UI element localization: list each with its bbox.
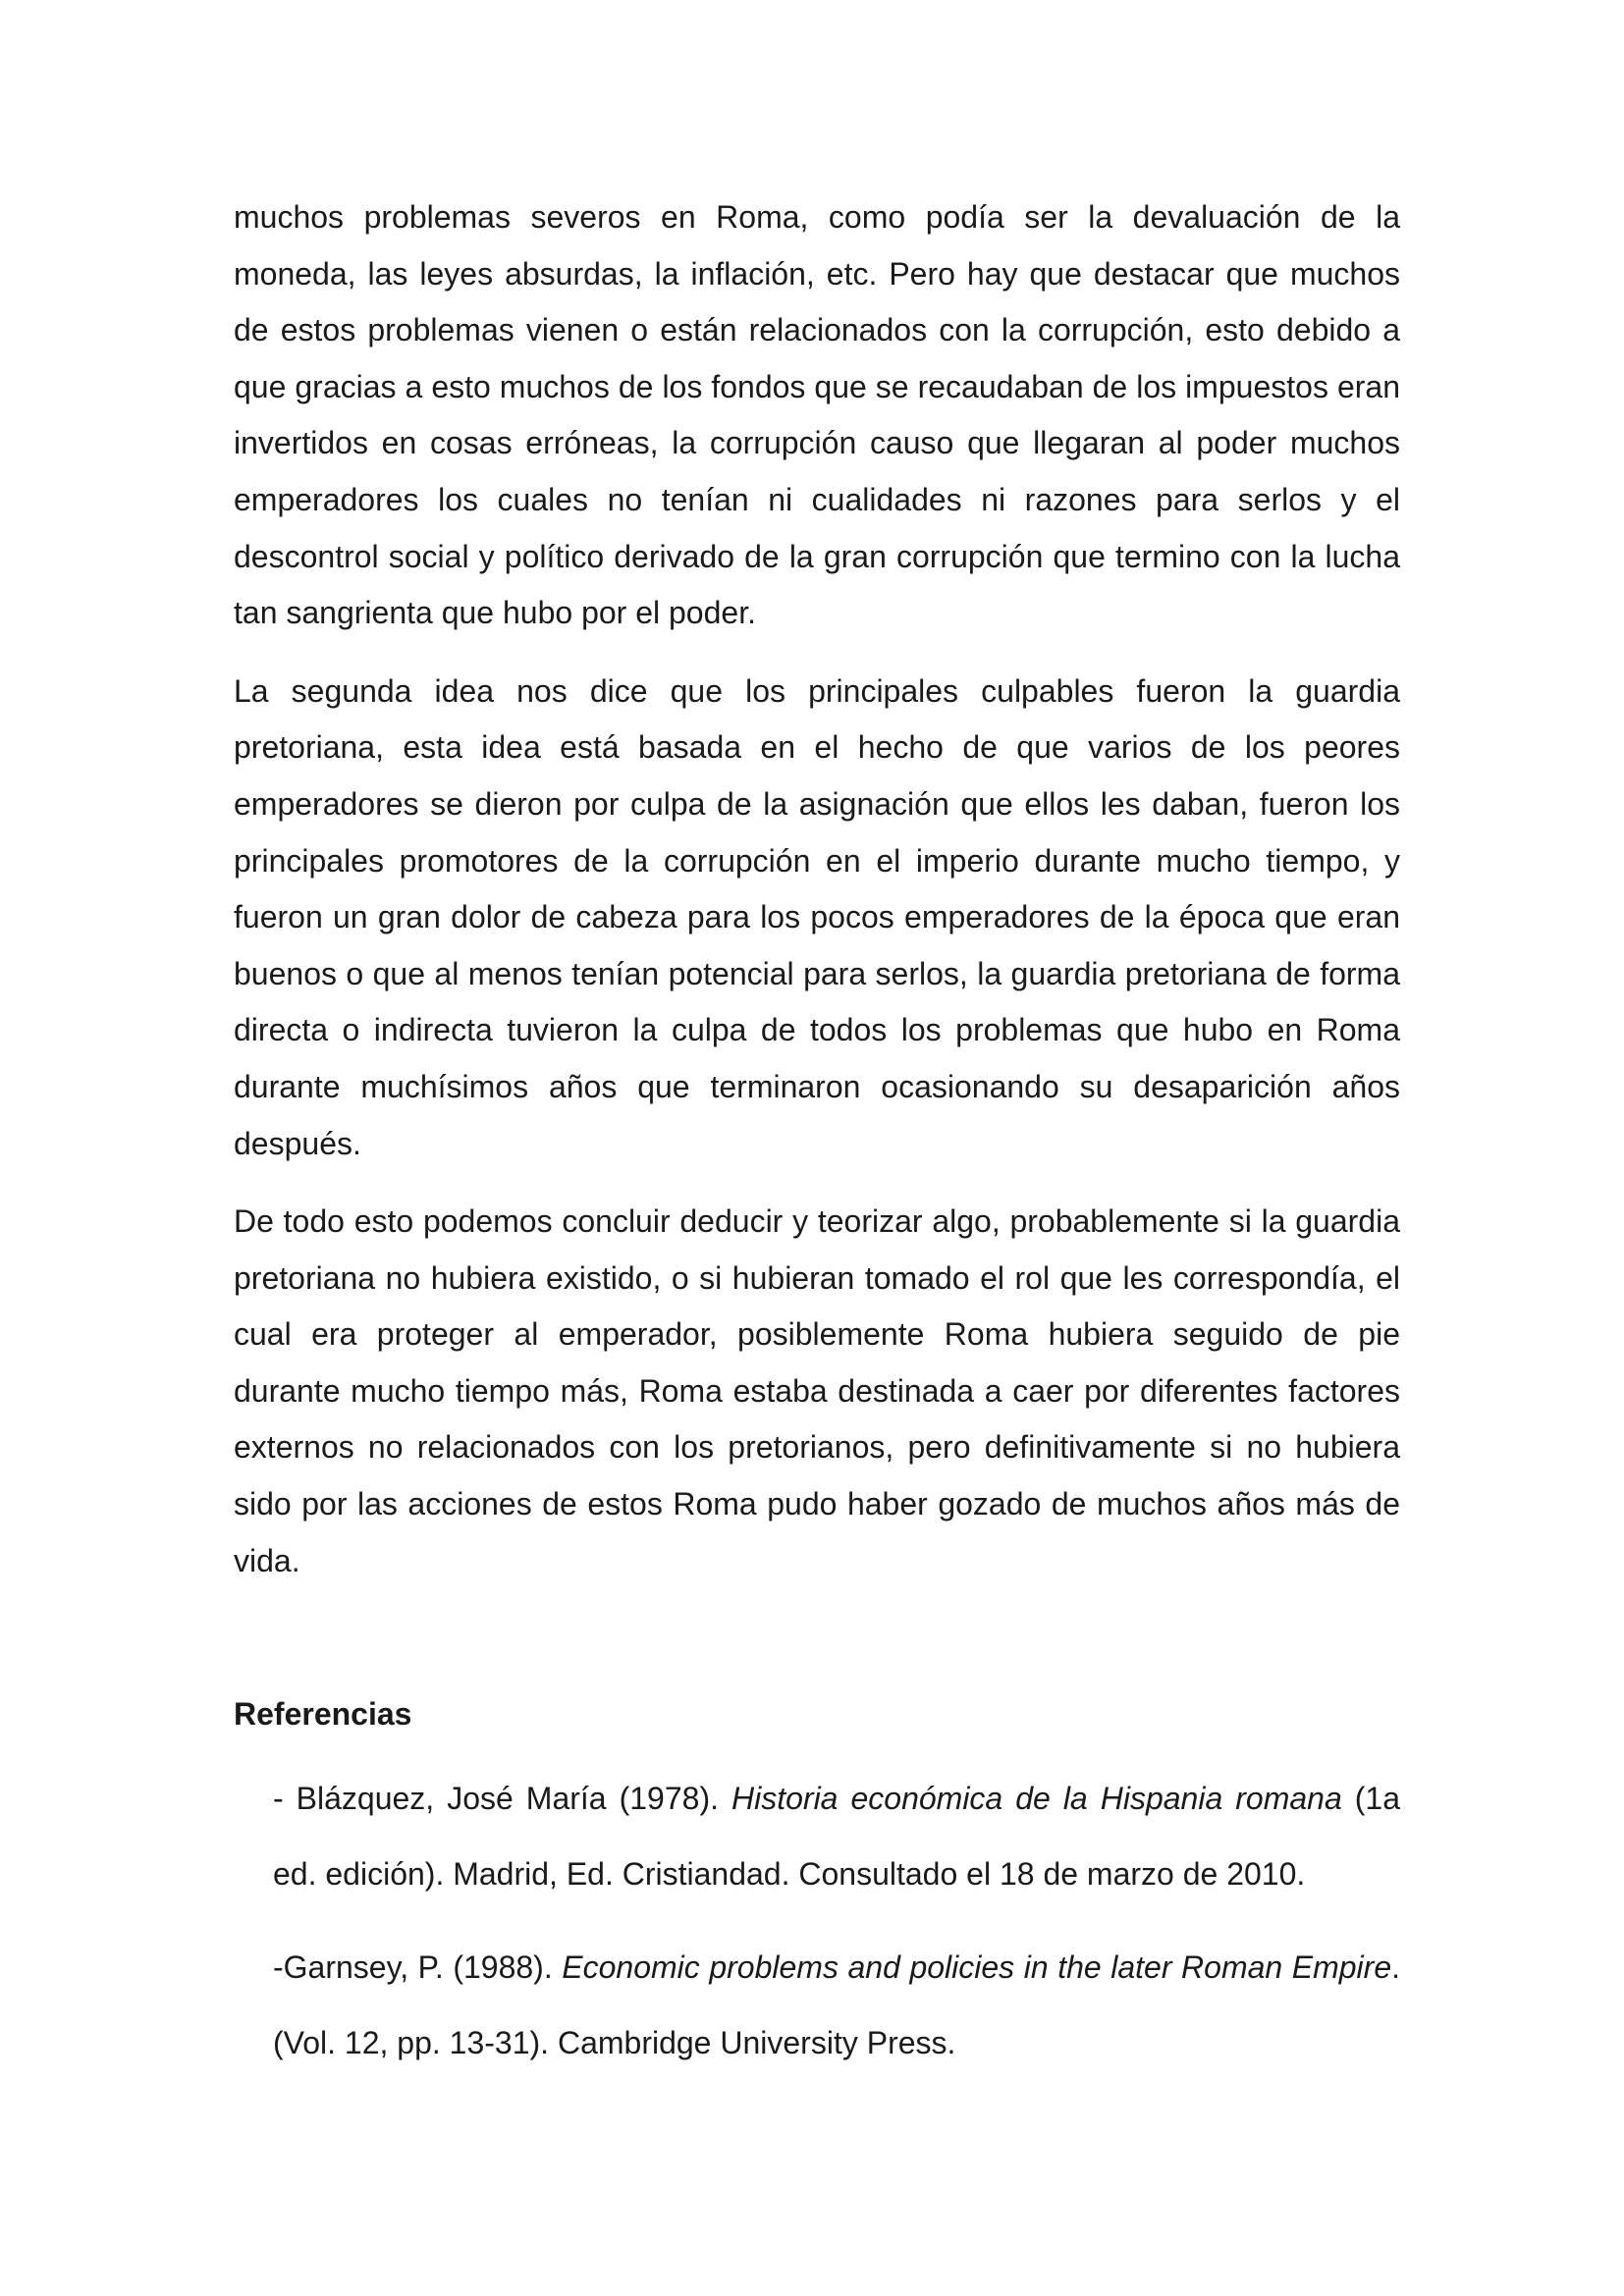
paragraph-2: La segunda idea nos dice que los principales culpables fueron la guardia pretoriana, esta idea está basada en el hecho de que varios de los peores emperadores se dieron por culpa de la asignación que ellos les daban, fueron los principales promotores de la corrupción en el imperio durante mucho tiempo, y fueron un gran dolor de cabeza para los pocos emperadores de la época que eran buenos o que al menos tenían potencial para serlos, la guardia pretoriana de forma directa o indirecta tuvieron la culpa de todos los problemas que hubo en Roma durante muchísimos años que terminaron ocasionando su desaparición años después. [234, 672, 1400, 1161]
reference-details: (1a ed. edición). Madrid, Ed. Cristiandad. Consultado el 18 de marzo de 2010. [273, 1781, 1401, 1892]
reference-authors: -Garnsey, P. (1988). [273, 1949, 563, 1985]
reference-details: . (Vol. 12, pp. 13-31). Cambridge University Press. [273, 1949, 1401, 2060]
paragraph-1: muchos problemas severos en Roma, como podía ser la devaluación de la moneda, las leyes absurdas, la inflación, etc. Pero hay que destacar que muchos de estos problemas vienen o están relacionados con la corrupción, esto debido a que gracias a esto muchos de los fondos que se recaudaban de los impuestos eran invertidos en cosas erróneas, la corrupción causo que llegaran al poder muchos emperadores los cuales no tenían ni cualidades ni razones para serlos y el descontrol social y político derivado de la gran corrupción que termino con la lucha tan sangrienta que hubo por el poder. [234, 199, 1400, 631]
reference-item [273, 1930, 1400, 2081]
references-section [234, 1690, 1400, 2081]
paragraph-3: De todo esto podemos concluir deducir y teorizar algo, probablemente si la guardia pretoriana no hubiera existido, o si hubieran tomado el rol que les correspondía, el cual era proteger al emperador, posiblemente Roma hubiera seguido de pie durante mucho tiempo más, Roma estaba destinada a caer por diferentes factores externos no relacionados con los pretorianos, pero definitivamente si no hubiera sido por las acciones de estos Roma pudo haber gozado de muchos años más de vida. [234, 1203, 1400, 1578]
reference-title: Historia económica de la Hispania romana [731, 1781, 1342, 1816]
references-list [234, 1761, 1400, 2081]
references-heading: Referencias [234, 1696, 412, 1732]
body-text [234, 189, 1400, 1611]
reference-item [273, 1761, 1400, 1912]
reference-title: Economic problems and policies in the later Roman Empire [562, 1949, 1392, 1985]
reference-authors: - Blázquez, José María (1978). [273, 1781, 731, 1816]
